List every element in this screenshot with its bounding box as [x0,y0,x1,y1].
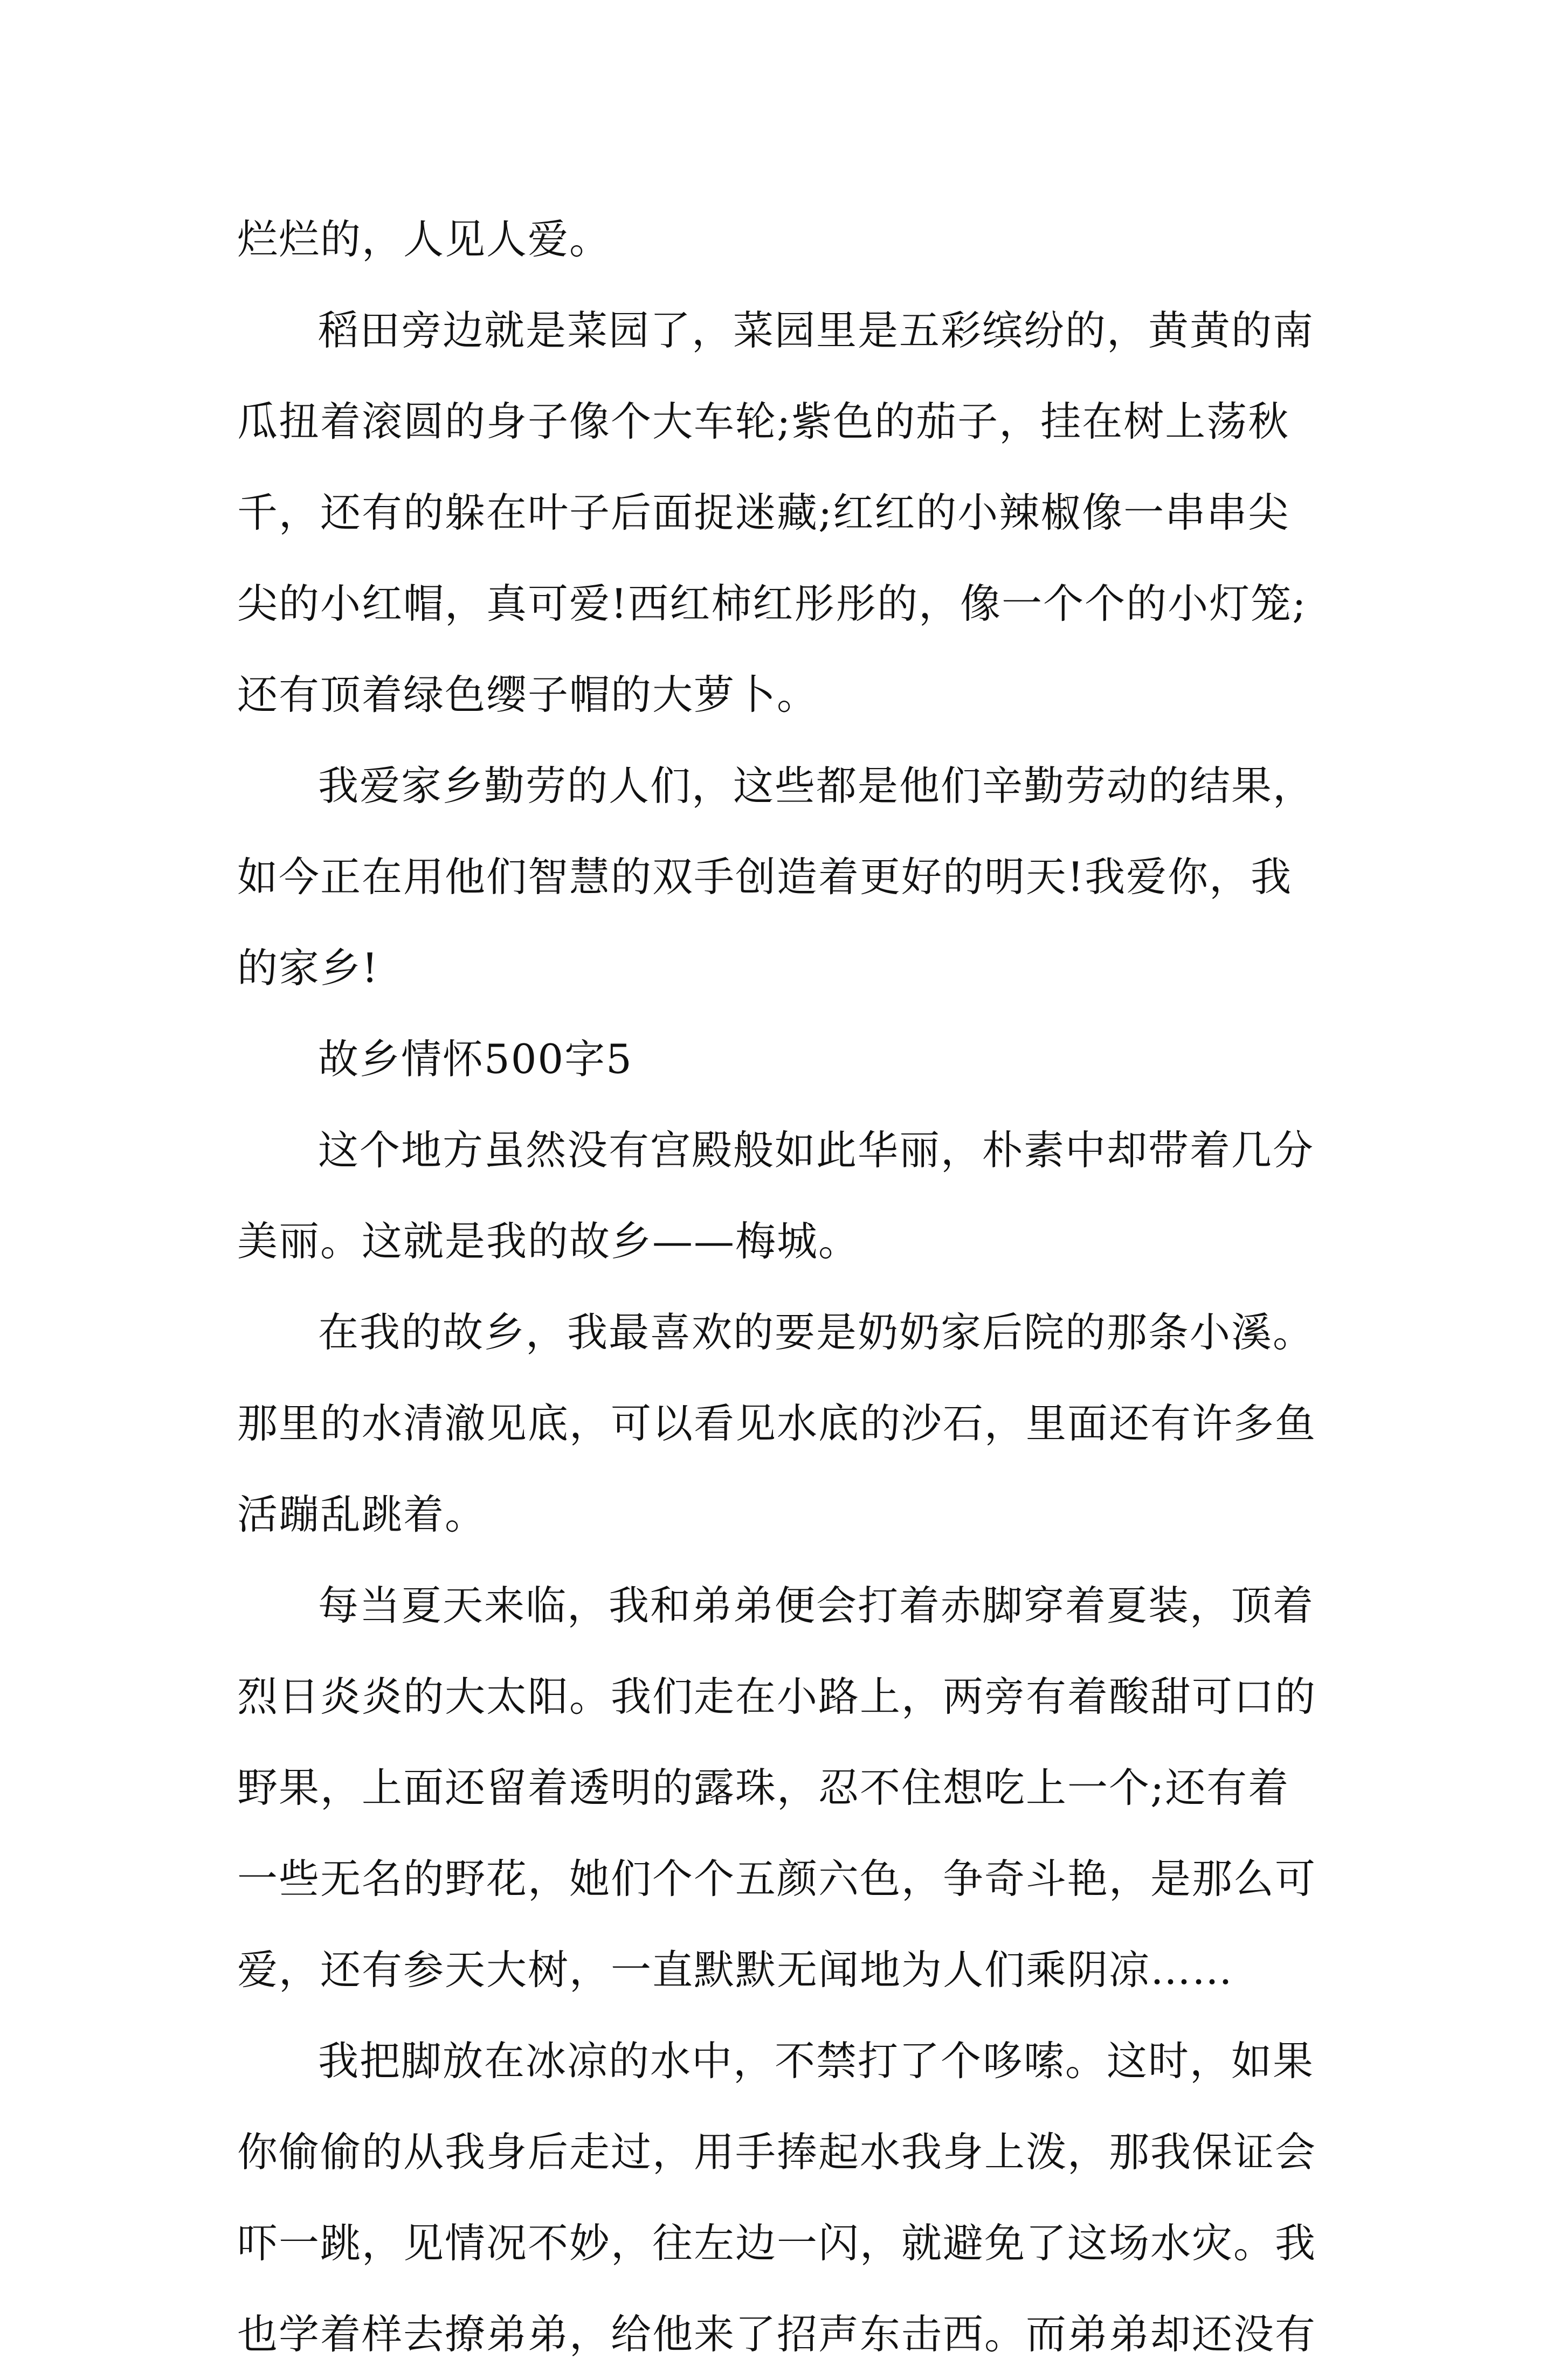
paragraph-summer: 每当夏天来临，我和弟弟便会打着赤脚穿着夏装，顶着烈日炎炎的大太阳。我们走在小路上，两旁有着酸甜可口的野果，上面还留着透明的露珠，忍不住想吃上一个;还有着一些无名的野花，她们个个五颜六色，争奇斗艳，是那么可爱，还有参天大树，一直默默无闻地为人们乘阴凉…… [237,1582,1317,1994]
paragraph-creek: 在我的故乡，我最喜欢的要是奶奶家后院的那条小溪。那里的水清澈见底，可以看见水底的沙石，里面还有许多鱼活蹦乱跳着。 [237,1309,1317,1538]
paragraph-vegetable-garden: 稻田旁边就是菜园了，菜园里是五彩缤纷的，黄黄的南瓜扭着滚圆的身子像个大车轮;紫色的茄子，挂在树上荡秋千，还有的躲在叶子后面捉迷藏;红红的小辣椒像一串串尖尖的小红帽，真可爱!西红柿红彤彤的，像一个个的小灯笼;还有顶着绿色缨子帽的大萝卜。 [237,307,1315,718]
paragraph-cold-water: 我把脚放在冰凉的水中，不禁打了个哆嗦。这时，如果你偷偷的从我身后走过，用手捧起水我身上泼，那我保证会吓一跳，见情况不妙，往左边一闪，就避免了这场水灾。我也学着样去撩弟弟，给他来了招声东击西。而弟弟却还没有 [237,2037,1317,2358]
paragraph-meicheng-intro: 这个地方虽然没有宫殿般如此华丽，朴素中却带着几分美丽。这就是我的故乡——梅城。 [237,1126,1315,1265]
document-body [237,194,1321,2380]
paragraph-hardworking-people: 我爱家乡勤劳的人们，这些都是他们辛勤劳动的结果，如今正在用他们智慧的双手创造着更好的明天!我爱你，我的家乡! [237,762,1315,992]
paragraph-continuation: 烂烂的，人见人爱。 [237,216,611,263]
section-heading: 故乡情怀500字5 [318,1035,633,1083]
